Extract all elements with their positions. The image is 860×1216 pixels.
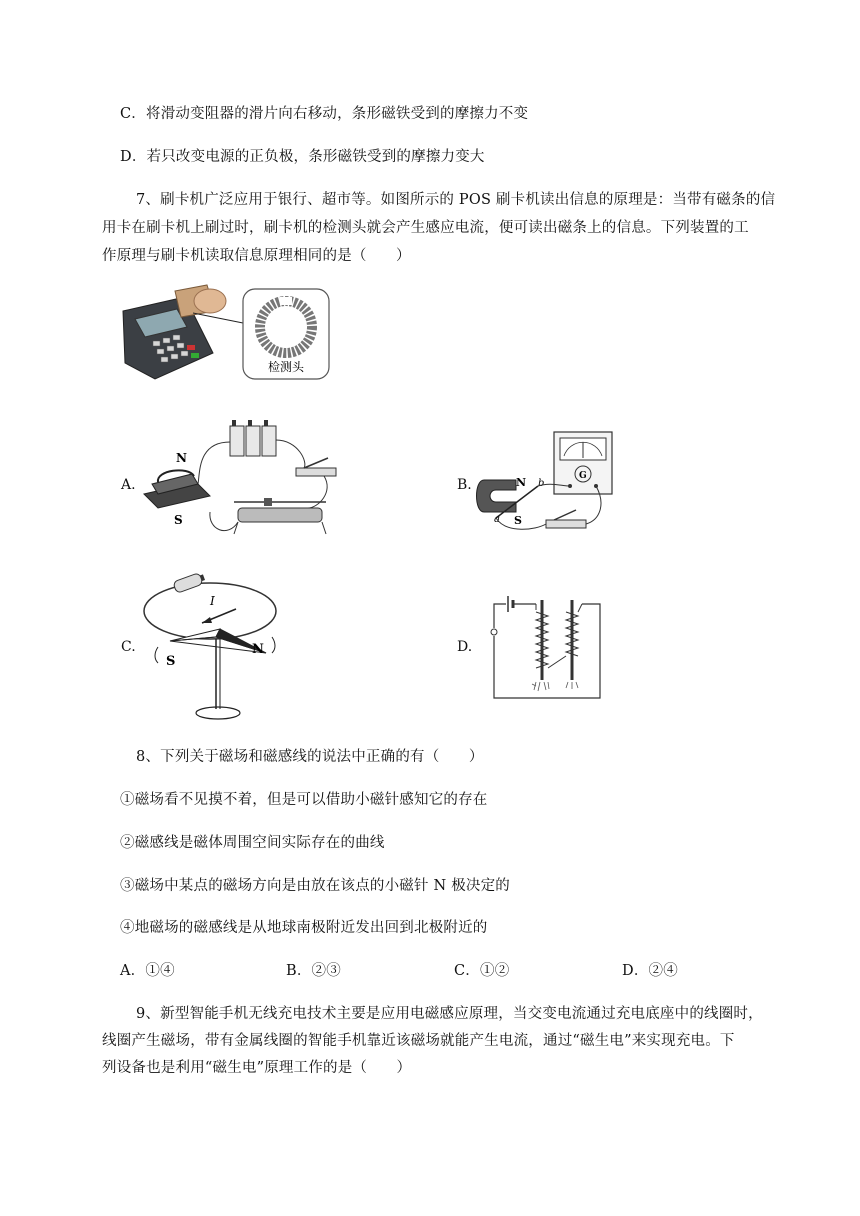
- option-b-a-label: a: [494, 514, 500, 525]
- detection-head-caption: 检测头: [267, 360, 305, 374]
- q8-item-4: ④地磁场的磁感线是从地球南极附近发出回到北极附近的: [120, 920, 488, 936]
- q8-item-3: ③磁场中某点的磁场方向是由放在该点的小磁针 N 极决定的: [120, 878, 511, 894]
- q9-stem-line1: 9、新型智能手机无线充电技术主要是应用电磁感应原理，当交变电流通过充电底座中的线圈时，: [136, 1006, 763, 1022]
- option-a-n-label: N: [176, 451, 187, 465]
- option-b-s-label: S: [514, 514, 522, 527]
- svg-text:G: G: [579, 471, 587, 481]
- q6-option-d: D．若只改变电源的正负极，条形磁铁受到的摩擦力变大: [120, 149, 485, 165]
- q6-option-c: C．将滑动变阻器的滑片向右移动，条形磁铁受到的摩擦力不变: [120, 106, 529, 122]
- q7-option-b-label: B.: [457, 477, 472, 493]
- q7-stem-line3: 作原理与刷卡机读取信息原理相同的是（ ）: [102, 248, 411, 264]
- q7-stem-line2: 用卡在刷卡机上刷过时，刷卡机的检测头就会产生感应电流，便可读出磁条上的信息。下列装置的工: [102, 220, 749, 236]
- option-c-oersted-figure: [140, 567, 285, 727]
- q7-option-c-label: C.: [121, 639, 136, 655]
- option-b-n-label: N: [516, 476, 527, 489]
- q8-choice-a: A．①④: [120, 963, 175, 979]
- pos-terminal-figure: [115, 283, 335, 383]
- q7-option-a-label: A.: [121, 477, 136, 493]
- option-b-galvanometer-figure: [476, 430, 621, 535]
- option-a-s-label: S: [174, 513, 183, 527]
- q8-choice-d: D．②④: [622, 963, 678, 979]
- q9-stem-line2: 线圈产生磁场，带有金属线圈的智能手机靠近该磁场就能产生电流，通过“磁生电”来实现充电。下: [102, 1033, 735, 1049]
- option-d-electromagnet-figure: [486, 590, 606, 702]
- q8-stem: 8、下列关于磁场和磁感线的说法中正确的有（ ）: [136, 749, 484, 765]
- option-b-b-label: b: [538, 478, 545, 489]
- q8-item-2: ②磁感线是磁体周围空间实际存在的曲线: [120, 835, 385, 851]
- q8-item-1: ①磁场看不见摸不着，但是可以借助小磁针感知它的存在: [120, 792, 488, 808]
- q7-option-d-label: D.: [457, 639, 473, 655]
- option-c-s-label: S: [166, 654, 176, 669]
- option-c-current-label: I: [210, 594, 215, 608]
- option-c-n-label: N: [252, 642, 264, 657]
- q8-choice-c: C．①②: [454, 963, 510, 979]
- option-a-generator-figure: [138, 412, 348, 542]
- q9-stem-line3: 列设备也是利用“磁生电”原理工作的是（ ）: [102, 1060, 412, 1076]
- q7-stem-line1: 7、刷卡机广泛应用于银行、超市等。如图所示的 POS 刷卡机读出信息的原理是：当带有磁条的信: [136, 192, 776, 208]
- q8-choice-b: B．②③: [286, 963, 341, 979]
